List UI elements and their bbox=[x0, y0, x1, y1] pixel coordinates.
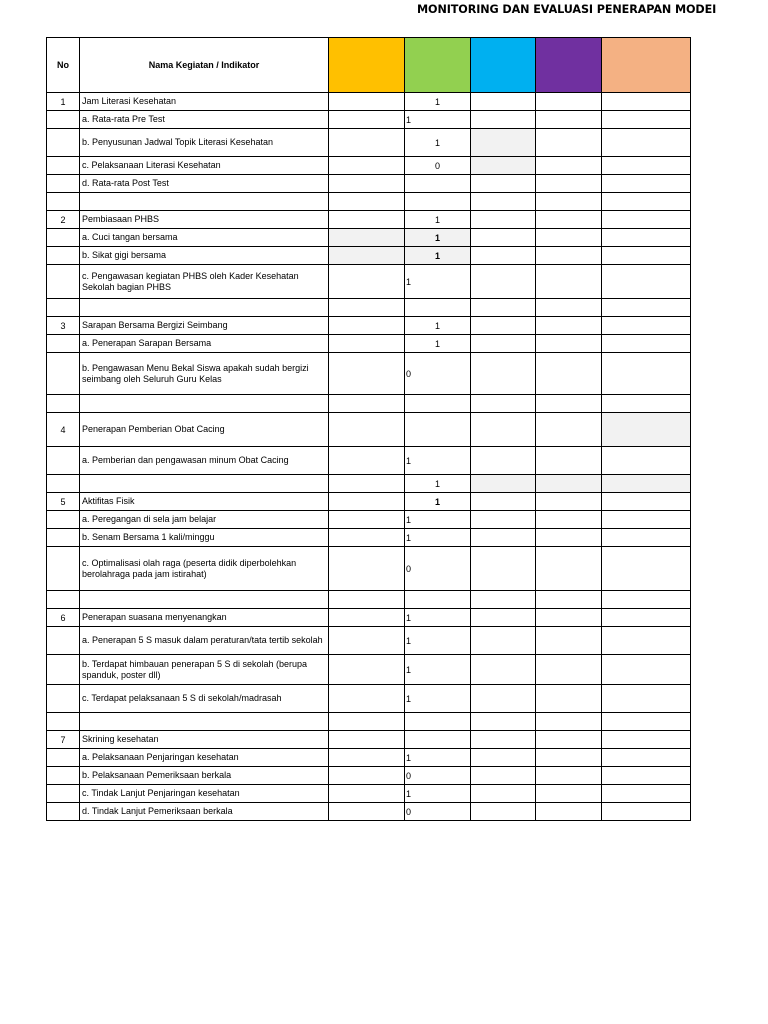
score-cell-empty bbox=[602, 803, 691, 821]
table-row bbox=[47, 247, 691, 265]
table-row bbox=[47, 685, 691, 713]
row-number bbox=[47, 395, 80, 413]
score-cell-empty bbox=[602, 175, 691, 193]
score-cell-empty bbox=[471, 353, 536, 395]
score-cell-empty bbox=[471, 447, 536, 475]
score-cell-empty bbox=[471, 511, 536, 529]
indicator-name: b. Penyusunan Jadwal Topik Literasi Kesehatan bbox=[80, 129, 329, 157]
table-row bbox=[47, 475, 691, 493]
score-cell-empty bbox=[602, 129, 691, 157]
score-cell-empty bbox=[536, 731, 602, 749]
score-cell-empty bbox=[471, 193, 536, 211]
score-cell-empty bbox=[602, 529, 691, 547]
indicator-name: c. Pengawasan kegiatan PHBS oleh Kader Kesehatan Sekolah bagian PHBS bbox=[80, 265, 329, 299]
table-row bbox=[47, 193, 691, 211]
indicator-name: c. Terdapat pelaksanaan 5 S di sekolah/madrasah bbox=[80, 685, 329, 713]
score-cell-empty bbox=[471, 803, 536, 821]
score-cell: 1 bbox=[405, 529, 471, 547]
score-cell-empty bbox=[329, 627, 405, 655]
table-row bbox=[47, 93, 691, 111]
score-cell-empty bbox=[536, 475, 602, 493]
row-number bbox=[47, 193, 80, 211]
row-number bbox=[47, 713, 80, 731]
header-no: No bbox=[47, 38, 80, 93]
score-cell-empty bbox=[329, 229, 405, 247]
score-cell-empty bbox=[471, 475, 536, 493]
score-cell-empty bbox=[329, 447, 405, 475]
table-row bbox=[47, 129, 691, 157]
table-row bbox=[47, 353, 691, 395]
score-cell-empty bbox=[329, 157, 405, 175]
indicator-name: a. Peregangan di sela jam belajar bbox=[80, 511, 329, 529]
table-row bbox=[47, 317, 691, 335]
score-cell-empty bbox=[471, 247, 536, 265]
indicator-name: c. Tindak Lanjut Penjaringan kesehatan bbox=[80, 785, 329, 803]
score-cell-empty bbox=[329, 731, 405, 749]
score-cell: 1 bbox=[405, 511, 471, 529]
row-number bbox=[47, 175, 80, 193]
table-row bbox=[47, 157, 691, 175]
score-cell-empty bbox=[329, 785, 405, 803]
score-cell-empty bbox=[602, 299, 691, 317]
indicator-name: a. Penerapan Sarapan Bersama bbox=[80, 335, 329, 353]
score-cell-empty bbox=[536, 447, 602, 475]
row-number bbox=[47, 353, 80, 395]
score-cell-empty bbox=[329, 111, 405, 129]
table-row bbox=[47, 211, 691, 229]
score-cell: 1 bbox=[405, 129, 471, 157]
score-cell: 1 bbox=[405, 447, 471, 475]
score-cell-empty bbox=[536, 229, 602, 247]
score-cell-empty bbox=[471, 627, 536, 655]
score-cell bbox=[405, 591, 471, 609]
score-cell-empty bbox=[329, 713, 405, 731]
score-cell-empty bbox=[536, 129, 602, 157]
score-cell-empty bbox=[329, 493, 405, 511]
score-cell bbox=[405, 395, 471, 413]
table-row bbox=[47, 609, 691, 627]
score-cell bbox=[405, 175, 471, 193]
indicator-name: c. Pelaksanaan Literasi Kesehatan bbox=[80, 157, 329, 175]
score-cell: 1 bbox=[405, 211, 471, 229]
color-header-2 bbox=[405, 38, 471, 93]
score-cell-empty bbox=[471, 413, 536, 447]
indicator-name bbox=[80, 299, 329, 317]
table-row bbox=[47, 803, 691, 821]
score-cell-empty bbox=[536, 591, 602, 609]
score-cell-empty bbox=[536, 93, 602, 111]
score-cell-empty bbox=[602, 447, 691, 475]
row-number: 5 bbox=[47, 493, 80, 511]
score-cell-empty bbox=[602, 193, 691, 211]
indicator-name bbox=[80, 713, 329, 731]
indicator-name: Penerapan Pemberian Obat Cacing bbox=[80, 413, 329, 447]
indicator-name: c. Optimalisasi olah raga (peserta didik diperbolehkan berolahraga pada jam istirahat) bbox=[80, 547, 329, 591]
indicator-name: d. Rata-rata Post Test bbox=[80, 175, 329, 193]
row-number: 7 bbox=[47, 731, 80, 749]
score-cell: 1 bbox=[405, 247, 471, 265]
score-cell-empty bbox=[329, 413, 405, 447]
score-cell: 0 bbox=[405, 353, 471, 395]
color-header-4 bbox=[536, 38, 602, 93]
table-row bbox=[47, 335, 691, 353]
score-cell: 1 bbox=[405, 627, 471, 655]
score-cell: 0 bbox=[405, 767, 471, 785]
score-cell-empty bbox=[602, 511, 691, 529]
score-cell-empty bbox=[602, 749, 691, 767]
row-number bbox=[47, 529, 80, 547]
row-number bbox=[47, 111, 80, 129]
table-row bbox=[47, 413, 691, 447]
score-cell-empty bbox=[329, 395, 405, 413]
row-number: 1 bbox=[47, 93, 80, 111]
score-cell-empty bbox=[329, 193, 405, 211]
score-cell-empty bbox=[471, 529, 536, 547]
score-cell: 0 bbox=[405, 803, 471, 821]
row-number bbox=[47, 685, 80, 713]
score-cell-empty bbox=[602, 785, 691, 803]
score-cell-empty bbox=[536, 511, 602, 529]
score-cell-empty bbox=[471, 767, 536, 785]
score-cell-empty bbox=[602, 247, 691, 265]
score-cell-empty bbox=[536, 317, 602, 335]
table-row bbox=[47, 767, 691, 785]
score-cell-empty bbox=[329, 129, 405, 157]
row-number bbox=[47, 803, 80, 821]
score-cell-empty bbox=[602, 713, 691, 731]
indicator-name: b. Terdapat himbauan penerapan 5 S di sekolah (berupa spanduk, poster dll) bbox=[80, 655, 329, 685]
score-cell-empty bbox=[602, 655, 691, 685]
score-cell-empty bbox=[329, 547, 405, 591]
score-cell-empty bbox=[602, 493, 691, 511]
indicator-name: a. Cuci tangan bersama bbox=[80, 229, 329, 247]
score-cell-empty bbox=[471, 129, 536, 157]
score-cell-empty bbox=[536, 193, 602, 211]
score-cell-empty bbox=[471, 93, 536, 111]
table-row bbox=[47, 655, 691, 685]
score-cell-empty bbox=[471, 157, 536, 175]
score-cell-empty bbox=[329, 685, 405, 713]
score-cell-empty bbox=[536, 353, 602, 395]
score-cell-empty bbox=[471, 785, 536, 803]
score-cell-empty bbox=[329, 749, 405, 767]
row-number bbox=[47, 627, 80, 655]
score-cell-empty bbox=[536, 713, 602, 731]
row-number bbox=[47, 749, 80, 767]
score-cell-empty bbox=[329, 265, 405, 299]
row-number bbox=[47, 785, 80, 803]
score-cell-empty bbox=[602, 685, 691, 713]
score-cell: 0 bbox=[405, 547, 471, 591]
score-cell-empty bbox=[536, 157, 602, 175]
score-cell-empty bbox=[536, 247, 602, 265]
indicator-name: a. Pelaksanaan Penjaringan kesehatan bbox=[80, 749, 329, 767]
score-cell-empty bbox=[329, 211, 405, 229]
score-cell: 1 bbox=[405, 685, 471, 713]
score-cell-empty bbox=[536, 627, 602, 655]
score-cell-empty bbox=[536, 529, 602, 547]
score-cell-empty bbox=[471, 731, 536, 749]
score-cell-empty bbox=[602, 211, 691, 229]
score-cell-empty bbox=[536, 211, 602, 229]
indicator-name: Sarapan Bersama Bergizi Seimbang bbox=[80, 317, 329, 335]
row-number bbox=[47, 447, 80, 475]
indicator-name bbox=[80, 395, 329, 413]
color-header-1 bbox=[329, 38, 405, 93]
score-cell-empty bbox=[471, 211, 536, 229]
indicator-name: d. Tindak Lanjut Pemeriksaan berkala bbox=[80, 803, 329, 821]
score-cell-empty bbox=[471, 335, 536, 353]
table-row bbox=[47, 731, 691, 749]
score-cell-empty bbox=[602, 767, 691, 785]
row-number: 6 bbox=[47, 609, 80, 627]
score-cell-empty bbox=[602, 731, 691, 749]
table-row bbox=[47, 299, 691, 317]
score-cell-empty bbox=[536, 803, 602, 821]
table-row bbox=[47, 265, 691, 299]
score-cell bbox=[405, 193, 471, 211]
score-cell bbox=[405, 731, 471, 749]
header-name: Nama Kegiatan / Indikator bbox=[80, 38, 329, 93]
row-number bbox=[47, 265, 80, 299]
score-cell-empty bbox=[536, 299, 602, 317]
table-row bbox=[47, 511, 691, 529]
score-cell: 1 bbox=[405, 749, 471, 767]
score-cell: 1 bbox=[405, 317, 471, 335]
row-number bbox=[47, 547, 80, 591]
indicator-name: Jam Literasi Kesehatan bbox=[80, 93, 329, 111]
table-row bbox=[47, 785, 691, 803]
score-cell-empty bbox=[602, 265, 691, 299]
score-cell-empty bbox=[471, 317, 536, 335]
score-cell-empty bbox=[536, 655, 602, 685]
score-cell-empty bbox=[602, 395, 691, 413]
score-cell-empty bbox=[602, 229, 691, 247]
score-cell-empty bbox=[471, 713, 536, 731]
table-row bbox=[47, 111, 691, 129]
score-cell: 1 bbox=[405, 229, 471, 247]
score-cell-empty bbox=[602, 627, 691, 655]
row-number bbox=[47, 475, 80, 493]
indicator-name: b. Pelaksanaan Pemeriksaan berkala bbox=[80, 767, 329, 785]
score-cell-empty bbox=[471, 591, 536, 609]
score-cell: 0 bbox=[405, 157, 471, 175]
score-cell-empty bbox=[536, 685, 602, 713]
score-cell: 1 bbox=[405, 655, 471, 685]
score-cell bbox=[405, 713, 471, 731]
score-cell-empty bbox=[536, 547, 602, 591]
score-cell-empty bbox=[536, 265, 602, 299]
score-cell-empty bbox=[602, 475, 691, 493]
table-row bbox=[47, 591, 691, 609]
row-number bbox=[47, 247, 80, 265]
indicator-name: b. Pengawasan Menu Bekal Siswa apakah sudah bergizi seimbang oleh Seluruh Guru Kelas bbox=[80, 353, 329, 395]
score-cell-empty bbox=[471, 299, 536, 317]
table-row bbox=[47, 229, 691, 247]
score-cell: 1 bbox=[405, 493, 471, 511]
indicator-name: Pembiasaan PHBS bbox=[80, 211, 329, 229]
score-cell-empty bbox=[536, 767, 602, 785]
score-cell-empty bbox=[602, 111, 691, 129]
score-cell bbox=[405, 413, 471, 447]
score-cell: 1 bbox=[405, 111, 471, 129]
row-number bbox=[47, 511, 80, 529]
table-row bbox=[47, 395, 691, 413]
score-cell-empty bbox=[602, 413, 691, 447]
page-title: MONITORING DAN EVALUASI PENERAPAN MODEI bbox=[417, 3, 717, 16]
score-cell-empty bbox=[471, 111, 536, 129]
score-cell-empty bbox=[471, 685, 536, 713]
score-cell-empty bbox=[536, 493, 602, 511]
color-header-5 bbox=[602, 38, 691, 93]
indicator-name: b. Senam Bersama 1 kali/minggu bbox=[80, 529, 329, 547]
score-cell-empty bbox=[329, 93, 405, 111]
score-cell-empty bbox=[329, 247, 405, 265]
indicator-name: Aktifitas Fisik bbox=[80, 493, 329, 511]
table-row bbox=[47, 175, 691, 193]
row-number: 3 bbox=[47, 317, 80, 335]
score-cell-empty bbox=[602, 591, 691, 609]
color-header-3 bbox=[471, 38, 536, 93]
table-row bbox=[47, 529, 691, 547]
row-number: 4 bbox=[47, 413, 80, 447]
indicator-name: a. Rata-rata Pre Test bbox=[80, 111, 329, 129]
score-cell: 1 bbox=[405, 265, 471, 299]
score-cell-empty bbox=[329, 655, 405, 685]
score-cell-empty bbox=[471, 493, 536, 511]
score-cell-empty bbox=[471, 395, 536, 413]
score-cell-empty bbox=[536, 413, 602, 447]
score-cell-empty bbox=[602, 609, 691, 627]
score-cell-empty bbox=[329, 767, 405, 785]
score-cell-empty bbox=[471, 749, 536, 767]
score-cell-empty bbox=[471, 265, 536, 299]
score-cell-empty bbox=[329, 175, 405, 193]
indicator-name: b. Sikat gigi bersama bbox=[80, 247, 329, 265]
score-cell-empty bbox=[471, 609, 536, 627]
score-cell: 1 bbox=[405, 93, 471, 111]
score-cell bbox=[405, 299, 471, 317]
table-row bbox=[47, 493, 691, 511]
row-number: 2 bbox=[47, 211, 80, 229]
score-cell-empty bbox=[471, 175, 536, 193]
row-number bbox=[47, 767, 80, 785]
score-cell: 1 bbox=[405, 609, 471, 627]
score-cell-empty bbox=[329, 609, 405, 627]
row-number bbox=[47, 335, 80, 353]
score-cell-empty bbox=[329, 529, 405, 547]
score-cell-empty bbox=[536, 395, 602, 413]
score-cell-empty bbox=[602, 547, 691, 591]
indicator-name bbox=[80, 475, 329, 493]
row-number bbox=[47, 157, 80, 175]
table-row bbox=[47, 447, 691, 475]
monitoring-table bbox=[46, 37, 691, 821]
score-cell-empty bbox=[329, 803, 405, 821]
row-number bbox=[47, 129, 80, 157]
score-cell-empty bbox=[602, 93, 691, 111]
row-number bbox=[47, 229, 80, 247]
table-header-row bbox=[47, 38, 691, 93]
score-cell: 1 bbox=[405, 475, 471, 493]
indicator-name: Skrining kesehatan bbox=[80, 731, 329, 749]
score-cell-empty bbox=[329, 475, 405, 493]
score-cell-empty bbox=[602, 353, 691, 395]
score-cell-empty bbox=[329, 591, 405, 609]
score-cell-empty bbox=[329, 335, 405, 353]
score-cell-empty bbox=[329, 317, 405, 335]
score-cell: 1 bbox=[405, 335, 471, 353]
score-cell: 1 bbox=[405, 785, 471, 803]
indicator-name bbox=[80, 591, 329, 609]
row-number bbox=[47, 299, 80, 317]
score-cell-empty bbox=[471, 655, 536, 685]
row-number bbox=[47, 655, 80, 685]
score-cell-empty bbox=[536, 609, 602, 627]
table-row bbox=[47, 627, 691, 655]
score-cell-empty bbox=[602, 317, 691, 335]
score-cell-empty bbox=[536, 749, 602, 767]
indicator-name: a. Pemberian dan pengawasan minum Obat Cacing bbox=[80, 447, 329, 475]
row-number bbox=[47, 591, 80, 609]
table-row bbox=[47, 713, 691, 731]
score-cell-empty bbox=[329, 511, 405, 529]
indicator-name: Penerapan suasana menyenangkan bbox=[80, 609, 329, 627]
score-cell-empty bbox=[536, 175, 602, 193]
score-cell-empty bbox=[602, 157, 691, 175]
score-cell-empty bbox=[471, 229, 536, 247]
score-cell-empty bbox=[536, 785, 602, 803]
indicator-name: a. Penerapan 5 S masuk dalam peraturan/tata tertib sekolah bbox=[80, 627, 329, 655]
score-cell-empty bbox=[471, 547, 536, 591]
score-cell-empty bbox=[329, 353, 405, 395]
score-cell-empty bbox=[536, 111, 602, 129]
score-cell-empty bbox=[329, 299, 405, 317]
table-row bbox=[47, 749, 691, 767]
table-row bbox=[47, 547, 691, 591]
indicator-name bbox=[80, 193, 329, 211]
score-cell-empty bbox=[536, 335, 602, 353]
score-cell-empty bbox=[602, 335, 691, 353]
